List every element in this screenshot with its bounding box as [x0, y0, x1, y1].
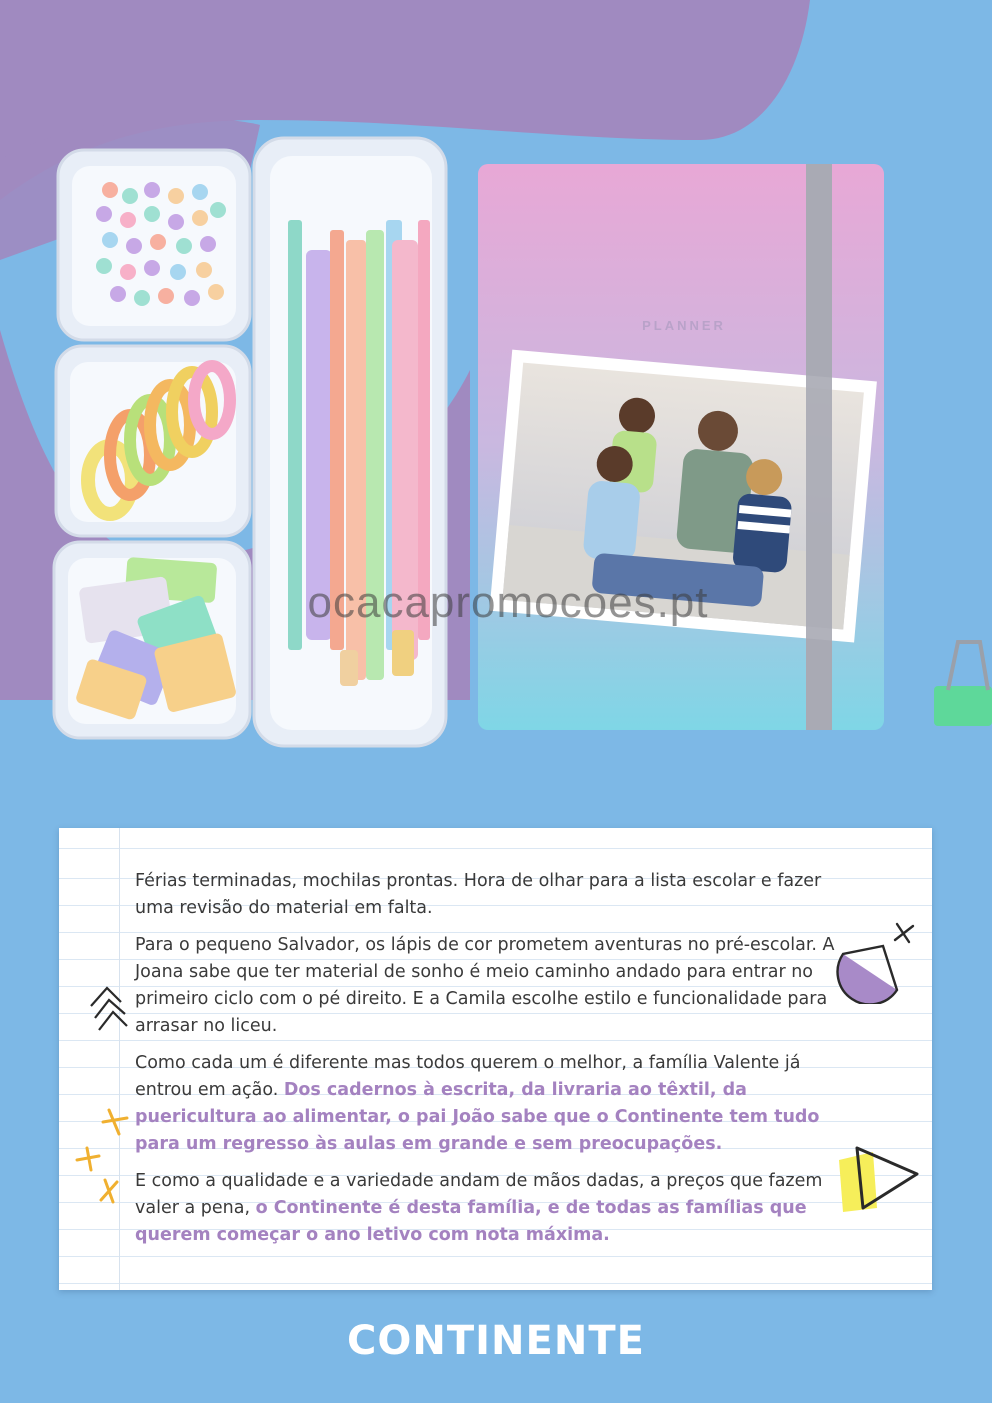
pins-tray — [58, 150, 250, 340]
paragraph-4-highlight: o Continente é desta família, e de todas as famílias que querem começar o ano letivo com nota máxima. — [135, 1198, 807, 1245]
article-text — [135, 868, 855, 1259]
paragraph-3 — [135, 1050, 855, 1158]
paragraph-4-text: E como a qualidade e a variedade andam de mãos dadas, a preços que fazem valer a pena, — [135, 1171, 823, 1218]
paragraph-3-highlight: Dos cadernos à escrita, da livraria ao têxtil, da puericultura ao alimentar, o pai João sabe que o Continente tem tudo para um regresso às aulas em grande e sem preocupações. — [135, 1080, 820, 1154]
pencil-tray — [254, 138, 446, 746]
paragraph-3-text: Como cada um é diferente mas todos querem o melhor, a família Valente já entrou em ação. — [135, 1053, 801, 1100]
paragraph-2: Para o pequeno Salvador, os lápis de cor prometem aventuras no pré-escolar. A Joana sabe que ter material de sonho é meio caminho andado para entrar no primeiro ciclo com o pé direito. E a Camila escolhe estilo e funcionalidade para arrasar no liceu. — [135, 935, 835, 1036]
chevron-arrows-doodle-icon — [87, 982, 131, 1036]
watermark: ocacapromocoes.pt — [307, 578, 709, 627]
tape-tray — [56, 346, 250, 536]
half-circle-doodle-icon — [835, 918, 921, 1004]
paragraph-1: Férias terminadas, mochilas prontas. Hora de olhar para a lista escolar e fazer uma revisão do material em falta. — [135, 871, 822, 918]
paragraph-4 — [135, 1168, 855, 1249]
notepad-margin-line — [119, 828, 120, 1290]
eraser-tray — [54, 542, 250, 738]
planner-notebook — [478, 164, 884, 730]
sparkle-doodle-icon — [73, 1104, 133, 1214]
triangle-doodle-icon — [833, 1142, 923, 1218]
planner-cover-label: PLANNER — [642, 318, 726, 333]
notepad-card — [59, 828, 932, 1290]
continente-logo: CONTINENTE — [347, 1318, 645, 1364]
